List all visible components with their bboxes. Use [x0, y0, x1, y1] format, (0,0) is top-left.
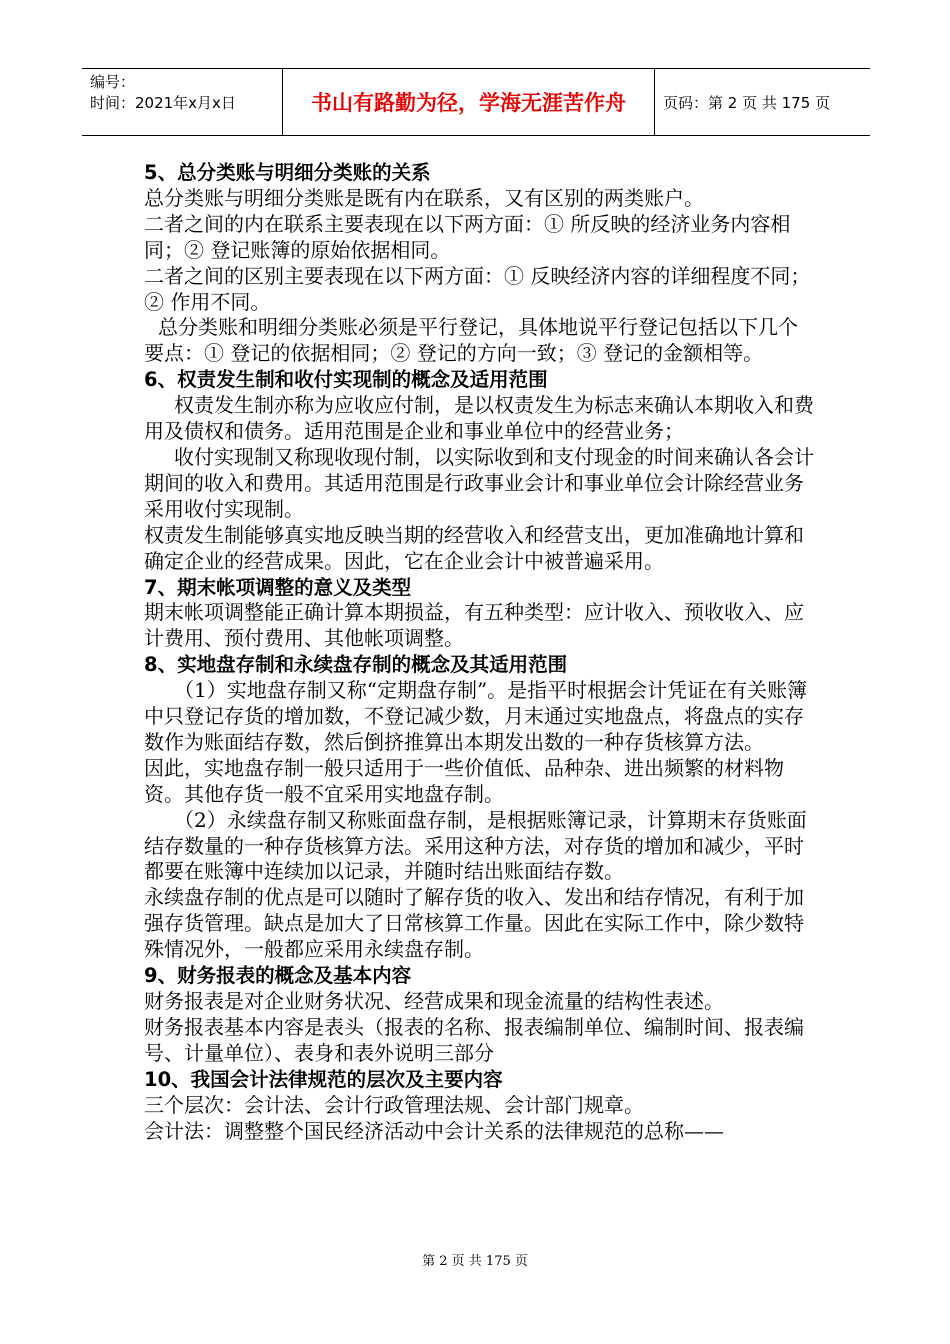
body-paragraph: 收付实现制又称现收现付制，以实际收到和支付现金的时间来确认各会计期间的收入和费用。其适用范围是行政事业会计和事业单位会计除经营业务采用收付实现制。: [144, 444, 814, 521]
section-heading: 7、期末帐项调整的意义及类型: [144, 575, 412, 599]
body-paragraph: 权责发生制亦称为应收应付制，是以权责发生为标志来确认本期收入和费用及债权和债务。适用范围是企业和事业单位中的经营业务；: [144, 393, 814, 444]
body-paragraph: 三个层次：会计法、会计行政管理法规、会计部门规章。: [144, 1092, 644, 1117]
header-page-number: 页码：第 2 页 共 175 页: [663, 93, 831, 112]
body-paragraph: 因此，实地盘存制一般只适用于一些价值低、品种杂、进出频繁的材料物资。其他存货一般不宜采用实地盘存制。: [144, 755, 784, 806]
body-paragraph: 财务报表是对企业财务状况、经营成果和现金流量的结构性表述。: [144, 989, 724, 1013]
body-paragraph: 会计法：调整整个国民经济活动中会计关系的法律规范的总称——: [144, 1118, 724, 1143]
header-motto: 书山有路勤为径，学海无涯苦作舟: [283, 69, 655, 135]
document-number: 编号：: [90, 73, 136, 91]
body-paragraph: 期末帐项调整能正确计算本期损益，有五种类型：应计收入、预收收入、应计费用、预付费用、其他帐项调整。: [144, 600, 804, 651]
body-paragraph: 永续盘存制的优点是可以随时了解存货的收入、发出和结存情况，有利于加强存货管理。缺点是加大了日常核算工作量。因此在实际工作中，除少数特殊情况外，一般都应采用永续盘存制。: [144, 885, 804, 962]
body-paragraph: （2）永续盘存制又称账面盘存制，是根据账簿记录，计算期末存货账面结存数量的一种存货核算方法。采用这种方法，对存货的增加和减少，平时都要在账簿中连续加以记录，并随时结出账面结存数。: [144, 807, 807, 884]
section-heading: 5、总分类账与明细分类账的关系: [144, 161, 431, 184]
document-body: [144, 160, 814, 1144]
body-paragraph: 权责发生制能够真实地反映当期的经营收入和经营支出，更加准确地计算和确定企业的经营成果。因此，它在企业会计中被普遍采用。: [144, 522, 804, 573]
document-date: 时间：2021年x月x日: [90, 94, 236, 112]
section-heading: 6、权责发生制和收付实现制的概念及适用范围: [144, 368, 548, 392]
body-paragraph: （1）实地盘存制又称“定期盘存制”。是指平时根据会计凭证在有关账簿中只登记存货的增加数，不登记减少数，月末通过实地盘点，将盘点的实存数作为账面结存数，然后倒挤推算出本期发出数的一种存货核算方法。: [144, 678, 808, 754]
header-info: [82, 69, 283, 135]
body-paragraph: 总分类账和明细分类账必须是平行登记，具体地说平行登记包括以下几个要点：① 登记的依据相同；② 登记的方向一致；③ 登记的金额相等。: [144, 315, 798, 366]
body-paragraph: 总分类账与明细分类账是既有内在联系，又有区别的两类账户。: [144, 185, 704, 210]
section-heading: 10、我国会计法律规范的层次及主要内容: [144, 1067, 503, 1091]
body-paragraph: 财务报表基本内容是表头（报表的名称、报表编制单位、编制时间、报表编号、计量单位）、表身和表外说明三部分: [144, 1014, 804, 1065]
page-header: [82, 68, 870, 136]
section-heading: 8、实地盘存制和永续盘存制的概念及其适用范围: [144, 653, 568, 677]
section-heading: 9、财务报表的概念及基本内容: [144, 964, 412, 988]
body-paragraph: 二者之间的区别主要表现在以下两方面：① 反映经济内容的详细程度不同；② 作用不同。: [144, 263, 811, 314]
body-paragraph: 二者之间的内在联系主要表现在以下两方面：① 所反映的经济业务内容相同；② 登记账簿的原始依据相同。: [144, 211, 791, 262]
page-footer: 第 2 页 共 175 页: [422, 1254, 528, 1269]
